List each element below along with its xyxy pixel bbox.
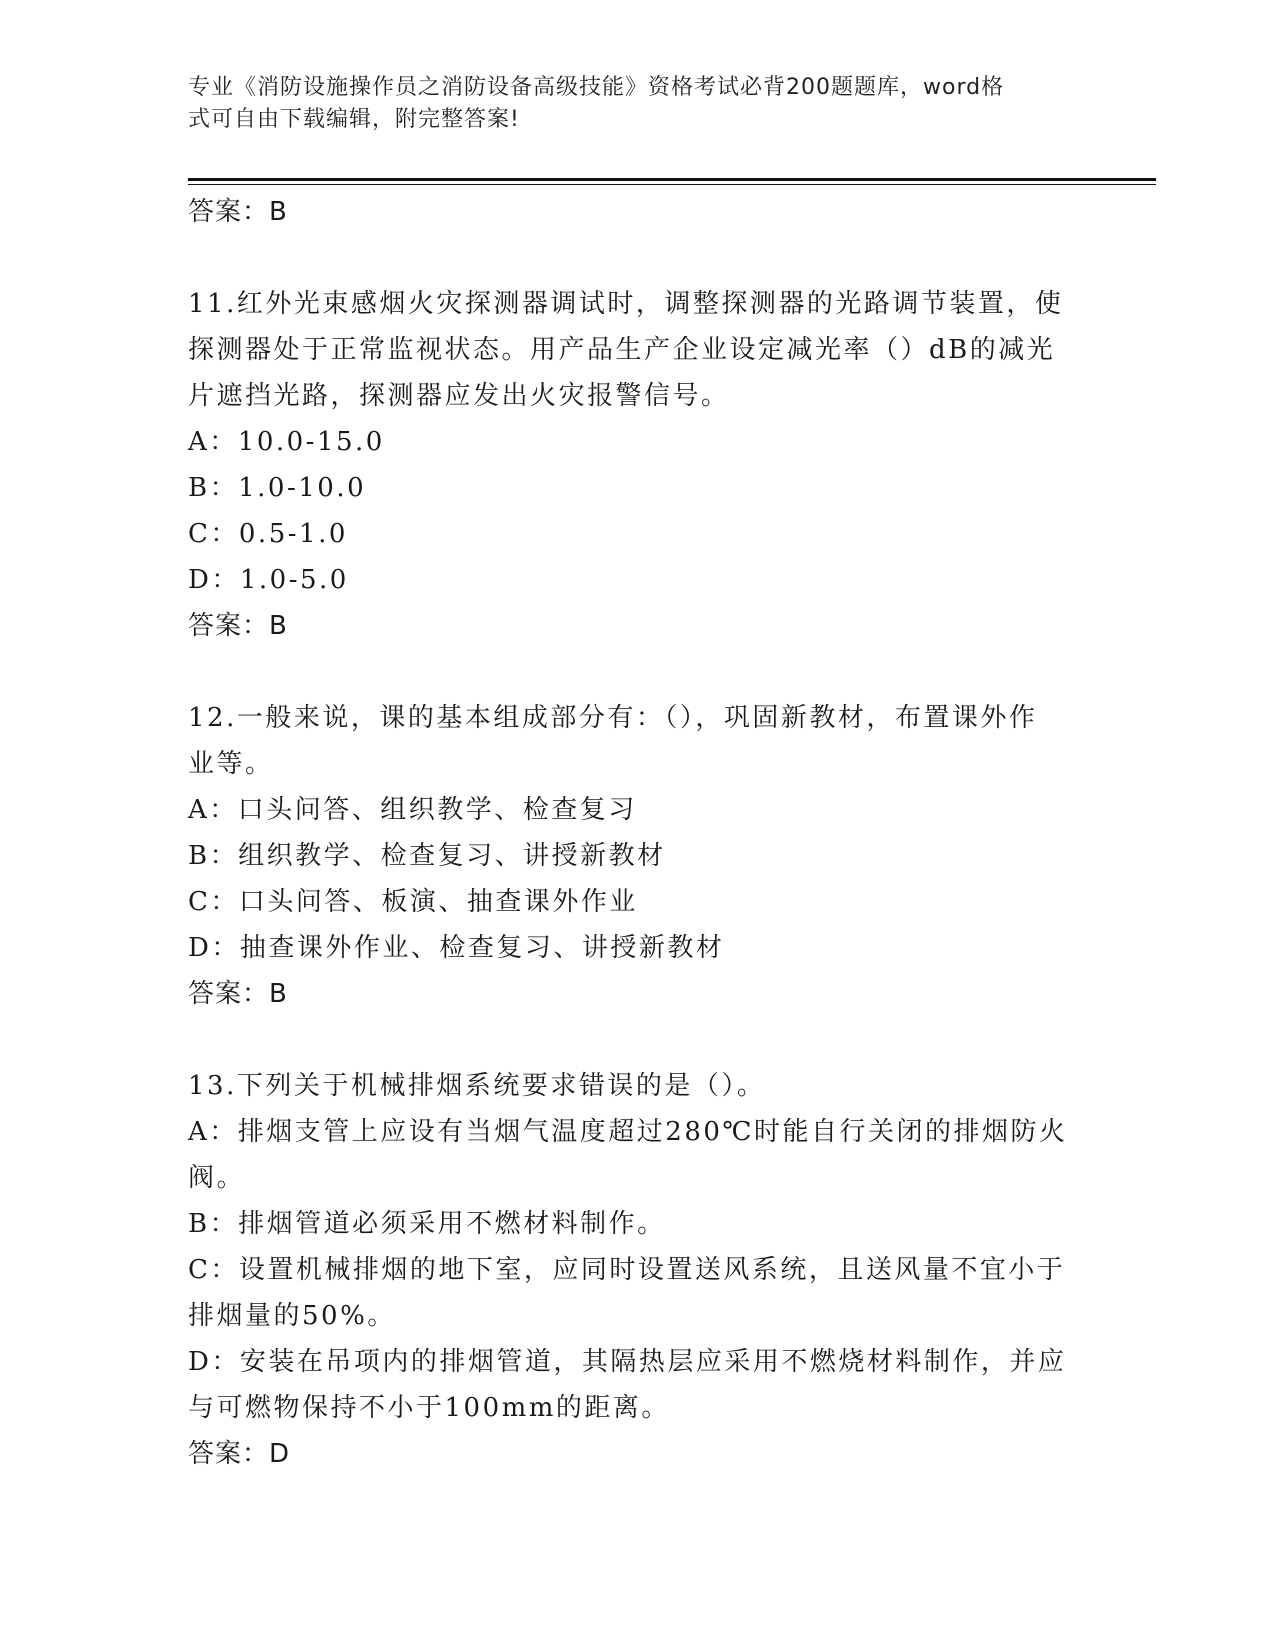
option-d: D：1.0-5.0	[188, 565, 349, 595]
spacer	[188, 649, 1088, 695]
spacer	[188, 1017, 1088, 1063]
option-a: A：10.0-15.0	[188, 427, 385, 457]
question-stem-line: 11.红外光束感烟火灾探测器调试时，调整探测器的光路调节装置，使	[188, 289, 1064, 319]
option-b: B：组织教学、检查复习、讲授新教材	[188, 841, 666, 871]
option-b: B：排烟管道必须采用不燃材料制作。	[188, 1209, 666, 1239]
option-d: D：抽查课外作业、检查复习、讲授新教材	[188, 933, 725, 963]
option-c-continued: 排烟量的50%。	[188, 1301, 396, 1331]
question-block	[188, 695, 1088, 1017]
question-stem-line: 13.下列关于机械排烟系统要求错误的是（）。	[188, 1071, 766, 1101]
document-header	[188, 72, 1068, 136]
header-divider-thin	[188, 184, 1156, 185]
question-stem-line: 12.一般来说，课的基本组成部分有：（），巩固新教材，布置课外作	[188, 703, 1038, 733]
header-line-2: 式可自由下载编辑，附完整答案!	[188, 107, 520, 132]
header-divider-thick	[188, 178, 1156, 181]
option-a: A：口头问答、组织教学、检查复习	[188, 795, 637, 825]
question-block	[188, 1063, 1088, 1477]
option-d: D：安装在吊项内的排烟管道，其隔热层应采用不燃烧材料制作，并应	[188, 1347, 1067, 1377]
question-block	[188, 281, 1088, 649]
answer-label: 答案：B	[188, 611, 288, 641]
option-c: C：设置机械排烟的地下室，应同时设置送风系统，且送风量不宜小于	[188, 1255, 1066, 1285]
question-stem-line: 片遮挡光路，探测器应发出火灾报警信号。	[188, 381, 730, 411]
option-c: C：0.5-1.0	[188, 519, 348, 549]
option-d-continued: 与可燃物保持不小于100mm的距离。	[188, 1393, 670, 1423]
question-content	[188, 189, 1088, 1477]
answer-label: 答案：D	[188, 1439, 291, 1469]
option-a: A：排烟支管上应设有当烟气温度超过280℃时能自行关闭的排烟防火	[188, 1117, 1068, 1147]
question-stem-line: 业等。	[188, 749, 274, 779]
option-a-continued: 阀。	[188, 1163, 246, 1193]
question-stem-line: 探测器处于正常监视状态。用产品生产企业设定减光率（）dB的减光	[188, 335, 1056, 365]
previous-answer: 答案：B	[188, 197, 288, 227]
option-b: B：1.0-10.0	[188, 473, 367, 503]
spacer	[188, 235, 1088, 281]
answer-label: 答案：B	[188, 979, 288, 1009]
option-c: C：口头问答、板演、抽查课外作业	[188, 887, 638, 917]
header-line-1: 专业《消防设施操作员之消防设备高级技能》资格考试必背200题题库，word格	[188, 75, 1005, 100]
